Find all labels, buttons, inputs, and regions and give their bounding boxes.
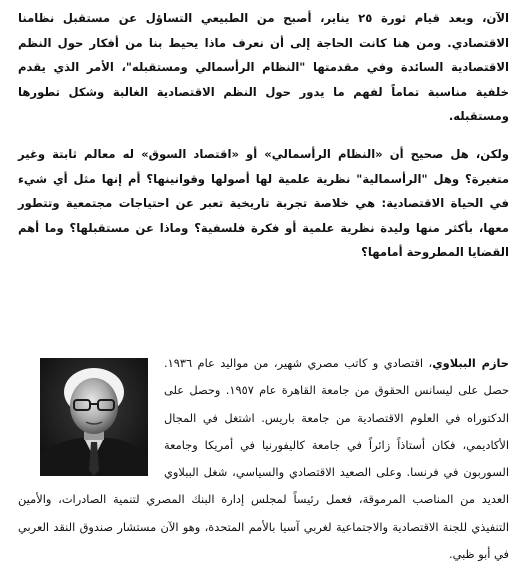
author-bio-body: ، اقتصادي و كاتب مصري شهير، من مواليد عام ١٩٣٦. حصل على ليسانس الحقوق من جامعة القاهرة عام ١٩٥٧. وحصل على الدكتوراه في العلوم الاقتصادية من جامعة باريس. اشتغل في المجال الأكاديمي، فكان أستاذاً زائراً في جامعة كاليفورنيا في أمريكا وجامعة السوربون في فرنسا. وعلى الصعيد الاقتصادي والسياسي، شغل الببلاوي العديد من المناصب المرموقة، فعمل رئيساً لمجلس إدارة البنك المصري لتنمية الصادرات، والأمين التنفيذي للجنة الاقتصادية والاجتماعية لغربي آسيا بالأمم المتحدة، وهو الآن مستشار صندوق النقد العربي في أبو ظبي. bbox=[18, 356, 509, 562]
question-paragraph: ولكن، هل صحيح أن «النظام الرأسمالي» أو «اقتصاد السوق» له معالم ثابتة وغير متغيرة؟ وهل "الرأسمالية" نظرية علمية لها أصولها وقوانينها؟ أم إنها مثل أي شيء في الحياة الاقتصادية: هي خلاصة تجربة تاريخية تعبر عن احتياجات مجتمعية وتتطور معها، بأكثر منها وليدة نظرية علمية أو فكرة فلسفية؟ وماذا عن مستقبلها؟ وما أهم القضايا المطروحة أمامها؟ bbox=[18, 146, 509, 260]
intro-paragraph: الآن، وبعد قيام ثورة ٢٥ يناير، أصبح من الطبيعي التساؤل عن مستقبل نظامنا الاقتصادي. ومن هنا كانت الحاجة إلى أن نعرف ماذا يحيط بنا من أفكار حول النظم الاقتصادية السائدة وفي مقدمتها "النظام الرأسمالي ومستقبله"، الأمر الذي يقدم خلفية مناسبة تماماً لفهم ما يدور حول النظم الاقتصادية الغالبة وشكل تطورها ومستقبله. bbox=[18, 11, 509, 124]
author-photo bbox=[40, 358, 148, 476]
author-name: حازم الببلاوي bbox=[432, 356, 509, 370]
author-portrait-image bbox=[40, 358, 148, 476]
author-bio-section bbox=[18, 350, 509, 568]
article-body bbox=[18, 4, 509, 265]
